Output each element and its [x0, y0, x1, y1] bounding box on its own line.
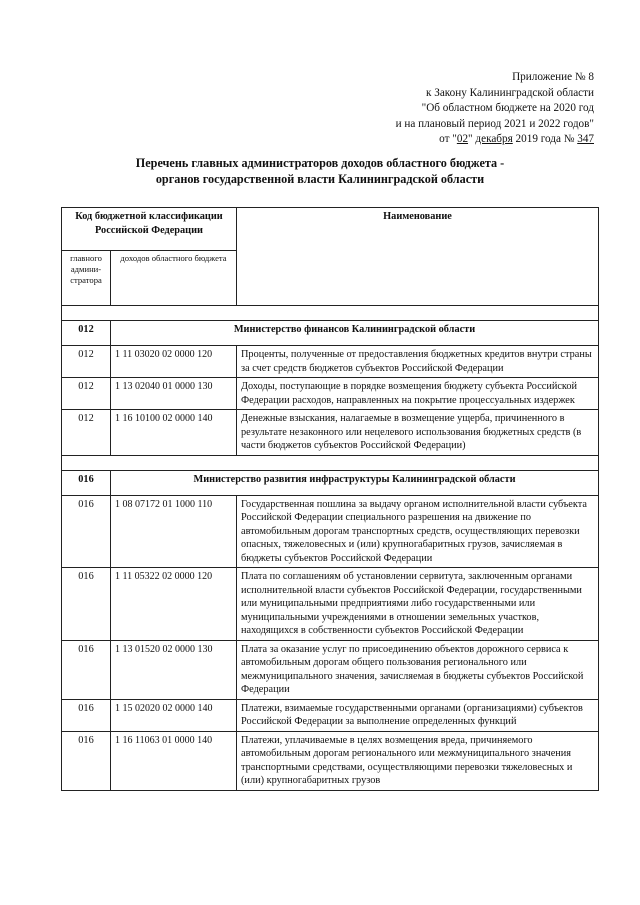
- header-income: доходов областного бюджета: [111, 251, 237, 306]
- table-row: [62, 699, 599, 731]
- appendix-header: [314, 70, 594, 148]
- income-name: Государственная пошлина за выдачу органом исполнительной власти субъекта Российской Федерации специального разрешения на движение по автомобильным дорогам транспортных средств, осуществляющих перевозки опасных, тяжеловесных и (или) крупногабаритных грузов, зачисляемая в бюджеты субъектов Российской Федерации: [237, 495, 599, 568]
- document-title: Перечень главных администраторов доходов областного бюджета - органов государственной власти Калининградской области: [135, 156, 505, 186]
- appendix-law-title: "Об областном бюджете на 2020 год: [421, 102, 594, 114]
- income-code: 1 11 03020 02 0000 120: [111, 346, 237, 378]
- header-code: Код бюджетной классификации Российской Федерации: [62, 208, 237, 251]
- admin-code: 012: [62, 410, 111, 456]
- appendix-law-number: 347: [577, 133, 594, 145]
- income-name: Плата по соглашениям об установлении сервитута, заключенным органами исполнительной власти субъектов Российской Федерации, государственными или муниципальными предприятиями либо государственными или муниципальными учреждениями в отношении земельных участков, находящихся в собственности субъектов Российской Федерации: [237, 568, 599, 641]
- income-code: 1 15 02020 02 0000 140: [111, 699, 237, 731]
- table-row: [62, 640, 599, 699]
- income-name: Проценты, полученные от предоставления бюджетных кредитов внутри страны за счет средств бюджетов субъектов Российской Федерации: [237, 346, 599, 378]
- table-header-row: [62, 208, 599, 251]
- table-row: [62, 410, 599, 456]
- section-code: 012: [62, 321, 111, 346]
- income-name: Платежи, уплачиваемые в целях возмещения вреда, причиняемого автомобильным дорогам регионального или межмуниципального значения транспортными средствами, осуществляющими перевозки тяжеловесных и (или) крупногабаритных грузов: [237, 731, 599, 790]
- income-code: 1 11 05322 02 0000 120: [111, 568, 237, 641]
- section-spacer: [62, 306, 599, 321]
- section-code: 016: [62, 470, 111, 495]
- spacer-cell: [62, 306, 599, 321]
- income-code: 1 08 07172 01 1000 110: [111, 495, 237, 568]
- admin-code: 016: [62, 495, 111, 568]
- table-row: [62, 346, 599, 378]
- admin-code: 016: [62, 731, 111, 790]
- section-row: [62, 470, 599, 495]
- table-row: [62, 378, 599, 410]
- income-name: Платежи, взимаемые государственными органами (организациями) субъектов Российской Федерации за выполнение определенных функций: [237, 699, 599, 731]
- appendix-number: Приложение № 8: [512, 71, 594, 83]
- section-name: Министерство финансов Калининградской области: [111, 321, 599, 346]
- section-name: Министерство развития инфраструктуры Калининградской области: [111, 470, 599, 495]
- income-code: 1 13 02040 01 0000 130: [111, 378, 237, 410]
- admin-code: 016: [62, 640, 111, 699]
- header-admin: главного админи-стратора: [62, 251, 111, 306]
- header-name: Наименование: [237, 208, 599, 306]
- income-name: Денежные взыскания, налагаемые в возмещение ущерба, причиненного в результате незаконного или нецелевого использования бюджетных средств (в части бюджетов субъектов Российской Федерации): [237, 410, 599, 456]
- income-code: 1 16 10100 02 0000 140: [111, 410, 237, 456]
- spacer-cell: [62, 455, 599, 470]
- appendix-date-day: 02: [456, 133, 469, 145]
- admin-code: 012: [62, 378, 111, 410]
- appendix-date: от "02" декабря 2019 года № 347: [439, 133, 594, 145]
- table-row: [62, 495, 599, 568]
- income-code: 1 13 01520 02 0000 130: [111, 640, 237, 699]
- income-name: Плата за оказание услуг по присоединению объектов дорожного сервиса к автомобильным дорогам общего пользования регионального или межмуниципального значения, зачисляемая в бюджеты субъектов Российской Федерации: [237, 640, 599, 699]
- section-spacer: [62, 455, 599, 470]
- appendix-law: к Закону Калининградской области: [426, 86, 594, 99]
- admin-code: 016: [62, 699, 111, 731]
- admin-code: 012: [62, 346, 111, 378]
- income-name: Доходы, поступающие в порядке возмещения бюджету субъекта Российской Федерации расходов, направленных на покрытие процессуальных издержек: [237, 378, 599, 410]
- table-row: [62, 731, 599, 790]
- section-row: [62, 321, 599, 346]
- appendix-law-period: и на плановый период 2021 и 2022 годов": [395, 117, 594, 130]
- administrators-table: [61, 207, 599, 791]
- appendix-date-month: декабря: [475, 133, 513, 145]
- income-code: 1 16 11063 01 0000 140: [111, 731, 237, 790]
- table-row: [62, 568, 599, 641]
- admin-code: 016: [62, 568, 111, 641]
